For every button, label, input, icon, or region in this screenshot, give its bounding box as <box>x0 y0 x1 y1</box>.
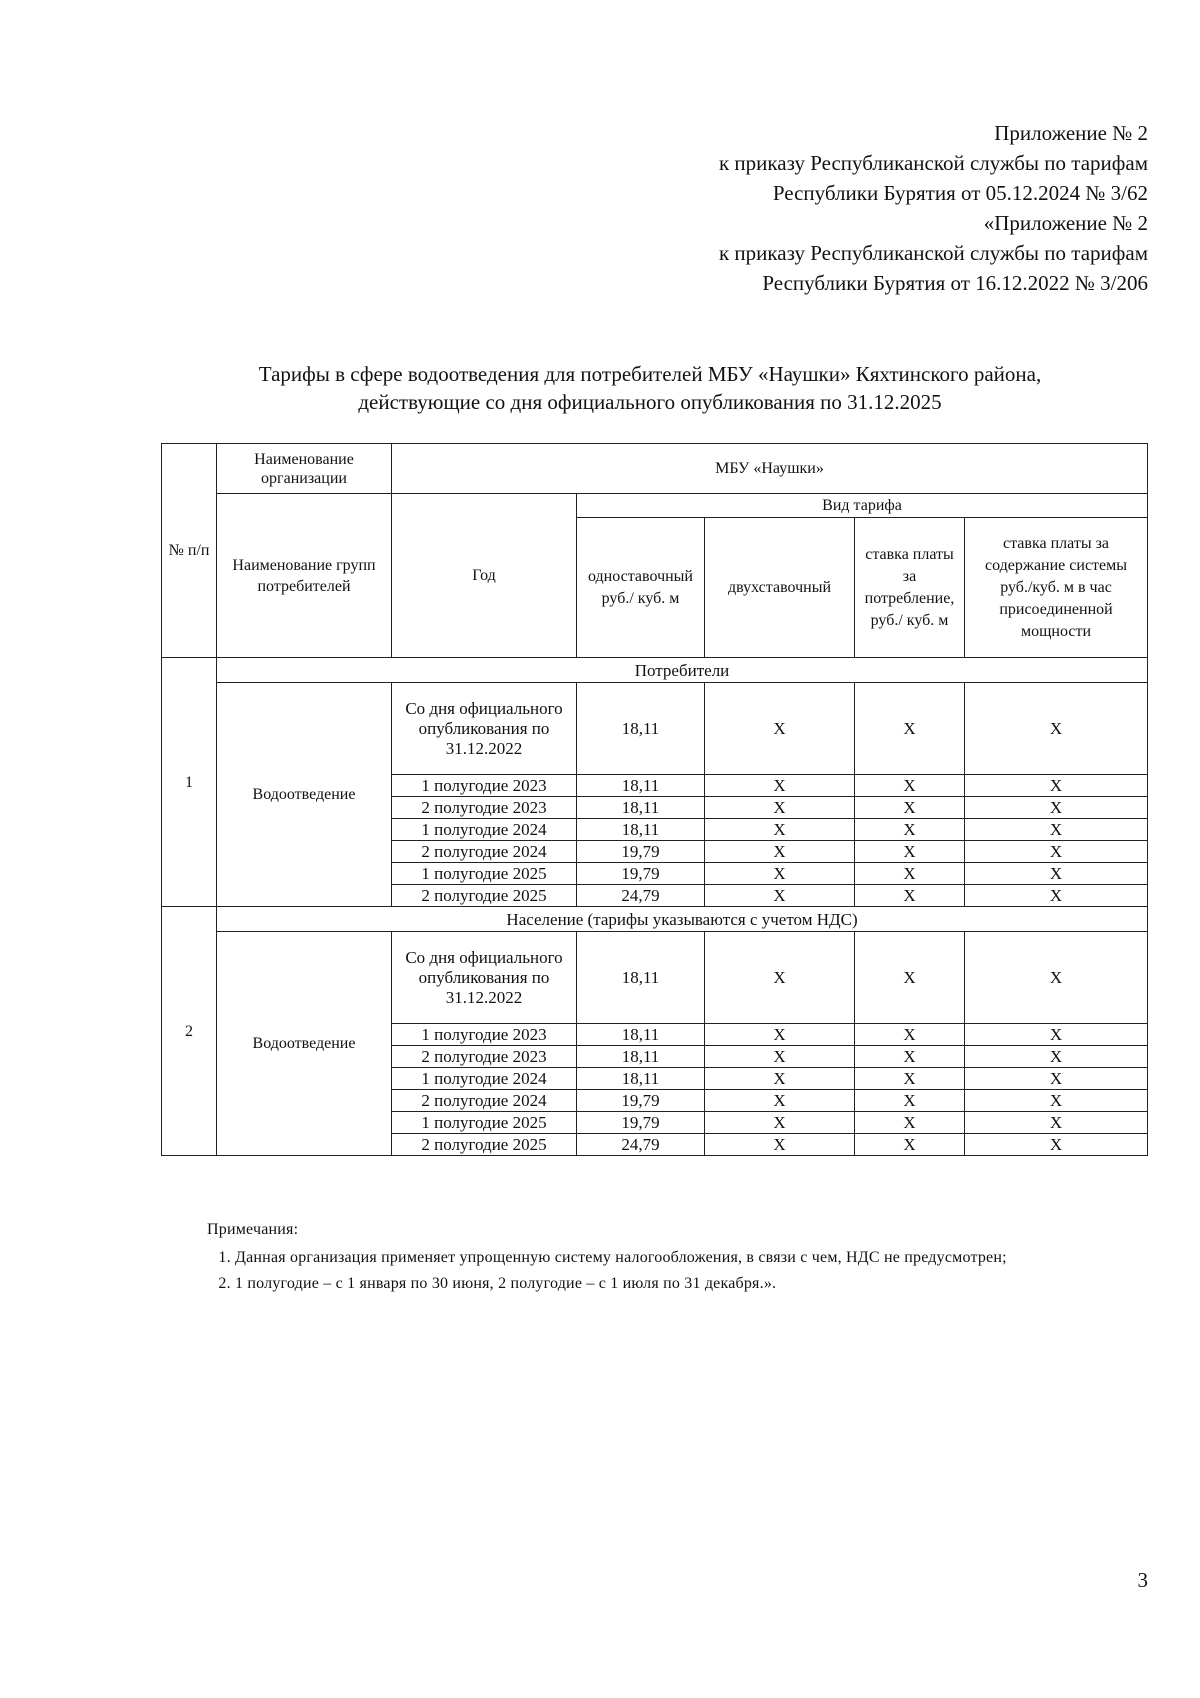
consumption-rate-value: Х <box>855 819 965 841</box>
period-cell: 2 полугодие 2024 <box>392 841 577 863</box>
year-header: Год <box>392 494 577 658</box>
single-rate-value: 18,11 <box>577 932 705 1024</box>
capacity-rate-value: Х <box>965 885 1148 907</box>
single-rate-value: 19,79 <box>577 863 705 885</box>
capacity-rate-value: Х <box>965 841 1148 863</box>
header-line: Республики Бурятия от 05.12.2024 № 3/62 <box>772 181 1148 205</box>
period-cell: 1 полугодие 2023 <box>392 1024 577 1046</box>
capacity-rate-value: Х <box>965 797 1148 819</box>
single-rate-value: 18,11 <box>577 1024 705 1046</box>
two-rate-value: Х <box>705 885 855 907</box>
capacity-rate-header: ставка платы за содержание системы руб./куб. м в час присоединенной мощности <box>965 518 1148 658</box>
col-number-header: № п/п <box>162 444 217 658</box>
period-cell: 2 полугодие 2025 <box>392 885 577 907</box>
single-rate-value: 19,79 <box>577 1090 705 1112</box>
period-cell: 2 полугодие 2023 <box>392 1046 577 1068</box>
consumption-rate-value: Х <box>855 841 965 863</box>
title-line-2: действующие со дня официального опубликования по 31.12.2025 <box>358 390 942 414</box>
capacity-rate-value: Х <box>965 1046 1148 1068</box>
capacity-rate-value: Х <box>965 1068 1148 1090</box>
consumption-rate-value: Х <box>855 932 965 1024</box>
org-name: МБУ «Наушки» <box>392 444 1148 494</box>
capacity-rate-value: Х <box>965 1134 1148 1156</box>
single-rate-value: 18,11 <box>577 797 705 819</box>
consumption-rate-header: ставка платы за потребление, руб./ куб. м <box>855 518 965 658</box>
service-name: Водоотведение <box>217 932 392 1156</box>
single-rate-value: 18,11 <box>577 775 705 797</box>
group-label-header: Наименование групп потребителей <box>217 494 392 658</box>
notes <box>207 1218 1147 1298</box>
single-rate-value: 18,11 <box>577 1046 705 1068</box>
tariff-type-header: Вид тарифа <box>577 494 1148 518</box>
section-title: Население (тарифы указываются с учетом НДС) <box>217 907 1148 932</box>
note-item: 2. 1 полугодие – с 1 января по 30 июня, 2 полугодие – с 1 июля по 31 декабря.». <box>235 1272 1147 1296</box>
consumption-rate-value: Х <box>855 1024 965 1046</box>
capacity-rate-value: Х <box>965 819 1148 841</box>
consumption-rate-value: Х <box>855 797 965 819</box>
period-cell: 1 полугодие 2025 <box>392 1112 577 1134</box>
consumption-rate-value: Х <box>855 775 965 797</box>
period-cell: 1 полугодие 2024 <box>392 819 577 841</box>
two-rate-header: двухставочный <box>705 518 855 658</box>
document-title <box>150 360 1150 416</box>
single-rate-value: 18,11 <box>577 683 705 775</box>
consumption-rate-value: Х <box>855 1112 965 1134</box>
capacity-rate-value: Х <box>965 683 1148 775</box>
capacity-rate-value: Х <box>965 1024 1148 1046</box>
service-name: Водоотведение <box>217 683 392 907</box>
consumption-rate-value: Х <box>855 1046 965 1068</box>
row-number: 1 <box>162 658 217 907</box>
two-rate-value: Х <box>705 1068 855 1090</box>
capacity-rate-value: Х <box>965 1112 1148 1134</box>
row-number: 2 <box>162 907 217 1156</box>
org-label-header: Наименование организации <box>217 444 392 494</box>
header-line: к приказу Республиканской службы по тарифам <box>718 151 1148 175</box>
single-rate-value: 24,79 <box>577 885 705 907</box>
single-rate-value: 18,11 <box>577 819 705 841</box>
two-rate-value: Х <box>705 932 855 1024</box>
consumption-rate-value: Х <box>855 1068 965 1090</box>
notes-list <box>207 1246 1147 1296</box>
period-cell: 1 полугодие 2024 <box>392 1068 577 1090</box>
header-line: «Приложение № 2 <box>983 211 1148 235</box>
period-cell: 1 полугодие 2023 <box>392 775 577 797</box>
consumption-rate-value: Х <box>855 863 965 885</box>
capacity-rate-value: Х <box>965 775 1148 797</box>
two-rate-value: Х <box>705 1046 855 1068</box>
two-rate-value: Х <box>705 1134 855 1156</box>
single-rate-value: 18,11 <box>577 1068 705 1090</box>
table-row <box>162 683 1148 775</box>
two-rate-value: Х <box>705 863 855 885</box>
period-cell: 1 полугодие 2025 <box>392 863 577 885</box>
two-rate-value: Х <box>705 1090 855 1112</box>
single-rate-value: 19,79 <box>577 1112 705 1134</box>
capacity-rate-value: Х <box>965 863 1148 885</box>
single-rate-value: 19,79 <box>577 841 705 863</box>
two-rate-value: Х <box>705 1112 855 1134</box>
two-rate-value: Х <box>705 683 855 775</box>
tariff-table <box>161 443 1148 1156</box>
period-cell: 2 полугодие 2023 <box>392 797 577 819</box>
single-rate-value: 24,79 <box>577 1134 705 1156</box>
capacity-rate-value: Х <box>965 932 1148 1024</box>
two-rate-value: Х <box>705 841 855 863</box>
single-rate-header: одноставочный руб./ куб. м <box>577 518 705 658</box>
period-cell: Со дня официального опубликования по 31.12.2022 <box>392 683 577 775</box>
title-line-1: Тарифы в сфере водоотведения для потребителей МБУ «Наушки» Кяхтинского района, <box>258 362 1042 386</box>
header-line: Республики Бурятия от 16.12.2022 № 3/206 <box>762 271 1148 295</box>
appendix-header <box>548 118 1148 298</box>
period-cell: 2 полугодие 2024 <box>392 1090 577 1112</box>
note-item: 1. Данная организация применяет упрощенную систему налогообложения, в связи с чем, НДС не предусмотрен; <box>235 1246 1147 1270</box>
two-rate-value: Х <box>705 797 855 819</box>
consumption-rate-value: Х <box>855 1134 965 1156</box>
page-number: 3 <box>1137 1568 1148 1592</box>
notes-heading: Примечания: <box>207 1221 299 1238</box>
period-cell: Со дня официального опубликования по 31.12.2022 <box>392 932 577 1024</box>
two-rate-value: Х <box>705 1024 855 1046</box>
period-cell: 2 полугодие 2025 <box>392 1134 577 1156</box>
consumption-rate-value: Х <box>855 683 965 775</box>
two-rate-value: Х <box>705 819 855 841</box>
section-title: Потребители <box>217 658 1148 683</box>
header-line: Приложение № 2 <box>994 121 1148 145</box>
consumption-rate-value: Х <box>855 885 965 907</box>
table-row <box>162 932 1148 1024</box>
capacity-rate-value: Х <box>965 1090 1148 1112</box>
header-line: к приказу Республиканской службы по тарифам <box>718 241 1148 265</box>
two-rate-value: Х <box>705 775 855 797</box>
consumption-rate-value: Х <box>855 1090 965 1112</box>
